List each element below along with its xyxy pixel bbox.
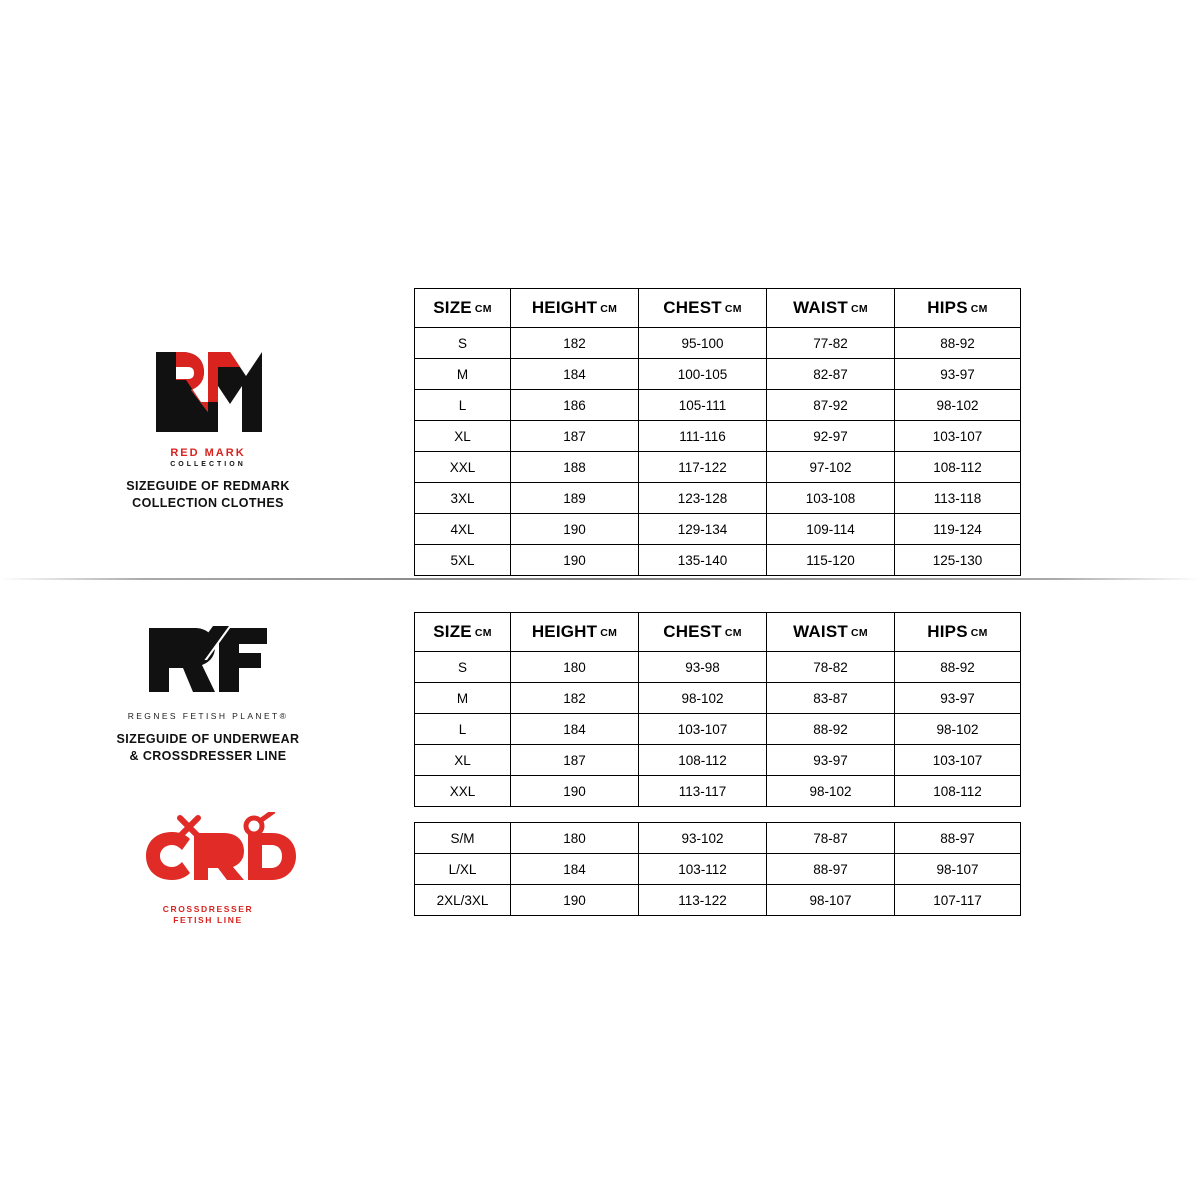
table-row <box>415 390 1021 421</box>
cell-height: 189 <box>511 483 639 514</box>
column-header-height: HEIGHT CM <box>511 613 639 652</box>
brand-block-crd <box>28 812 388 926</box>
table-header-row <box>415 613 1021 652</box>
cell-size: M <box>415 683 511 714</box>
cell-waist: 103-108 <box>767 483 895 514</box>
cell-hips: 98-107 <box>895 854 1021 885</box>
cell-chest: 117-122 <box>639 452 767 483</box>
rfp-wordmark: REGNES FETISH PLANET® <box>127 711 289 721</box>
cell-height: 184 <box>511 359 639 390</box>
redmark-subwordmark: COLLECTION <box>170 461 246 468</box>
brand-block-redmark <box>28 340 388 512</box>
column-header-size: SIZE CM <box>415 289 511 328</box>
rfp-monogram-icon <box>133 620 283 705</box>
crd-wordmark-line1: CROSSDRESSER <box>162 904 254 914</box>
cell-waist: 78-87 <box>767 823 895 854</box>
cell-chest: 93-102 <box>639 823 767 854</box>
redmark-caption-line2: COLLECTION CLOTHES <box>132 496 284 510</box>
table-row <box>415 683 1021 714</box>
cell-waist: 93-97 <box>767 745 895 776</box>
section-divider <box>0 578 1200 580</box>
table-row <box>415 854 1021 885</box>
cell-hips: 98-102 <box>895 714 1021 745</box>
crd-wordmark-line2: FETISH LINE <box>173 915 243 925</box>
cell-waist: 87-92 <box>767 390 895 421</box>
cell-size: 3XL <box>415 483 511 514</box>
table-row <box>415 452 1021 483</box>
cell-chest: 129-134 <box>639 514 767 545</box>
cell-waist: 77-82 <box>767 328 895 359</box>
cell-chest: 111-116 <box>639 421 767 452</box>
cell-size: M <box>415 359 511 390</box>
cell-chest: 108-112 <box>639 745 767 776</box>
column-header-hips: HIPS CM <box>895 289 1021 328</box>
cell-hips: 107-117 <box>895 885 1021 916</box>
cell-chest: 98-102 <box>639 683 767 714</box>
cell-hips: 108-112 <box>895 452 1021 483</box>
cell-hips: 103-107 <box>895 745 1021 776</box>
table-row <box>415 714 1021 745</box>
size-table-rfp <box>414 612 1021 807</box>
cell-hips: 113-118 <box>895 483 1021 514</box>
size-table-crd <box>414 822 1021 916</box>
column-header-size: SIZE CM <box>415 613 511 652</box>
cell-height: 187 <box>511 745 639 776</box>
column-header-waist: WAIST CM <box>767 613 895 652</box>
cell-hips: 88-92 <box>895 328 1021 359</box>
cell-height: 190 <box>511 545 639 576</box>
cell-size: S/M <box>415 823 511 854</box>
cell-waist: 98-107 <box>767 885 895 916</box>
cell-waist: 92-97 <box>767 421 895 452</box>
table-row <box>415 514 1021 545</box>
cell-waist: 115-120 <box>767 545 895 576</box>
table-row <box>415 545 1021 576</box>
cell-size: XXL <box>415 776 511 807</box>
cell-chest: 105-111 <box>639 390 767 421</box>
cell-height: 184 <box>511 714 639 745</box>
rfp-caption-line2: & CROSSDRESSER LINE <box>129 749 287 763</box>
column-header-hips: HIPS CM <box>895 613 1021 652</box>
cell-size: XL <box>415 421 511 452</box>
cell-waist: 98-102 <box>767 776 895 807</box>
cell-chest: 113-122 <box>639 885 767 916</box>
cell-size: XL <box>415 745 511 776</box>
cell-size: L <box>415 390 511 421</box>
cell-hips: 88-97 <box>895 823 1021 854</box>
cell-waist: 83-87 <box>767 683 895 714</box>
cell-height: 188 <box>511 452 639 483</box>
table-row <box>415 885 1021 916</box>
cell-hips: 93-97 <box>895 683 1021 714</box>
cell-chest: 135-140 <box>639 545 767 576</box>
table-row <box>415 652 1021 683</box>
table-row <box>415 823 1021 854</box>
crd-monogram-icon <box>128 812 288 903</box>
column-header-chest: CHEST CM <box>639 613 767 652</box>
cell-waist: 82-87 <box>767 359 895 390</box>
brand-block-rfp <box>28 620 388 765</box>
cell-height: 187 <box>511 421 639 452</box>
cell-chest: 103-107 <box>639 714 767 745</box>
cell-size: L/XL <box>415 854 511 885</box>
cell-waist: 97-102 <box>767 452 895 483</box>
table-row <box>415 359 1021 390</box>
table-row <box>415 776 1021 807</box>
cell-size: S <box>415 652 511 683</box>
cell-hips: 103-107 <box>895 421 1021 452</box>
cell-chest: 100-105 <box>639 359 767 390</box>
redmark-caption-line1: SIZEGUIDE OF REDMARK <box>126 479 290 493</box>
cell-size: 5XL <box>415 545 511 576</box>
cell-height: 190 <box>511 885 639 916</box>
cell-height: 182 <box>511 683 639 714</box>
column-header-chest: CHEST CM <box>639 289 767 328</box>
cell-hips: 108-112 <box>895 776 1021 807</box>
table-row <box>415 483 1021 514</box>
cell-waist: 88-97 <box>767 854 895 885</box>
cell-waist: 109-114 <box>767 514 895 545</box>
cell-hips: 119-124 <box>895 514 1021 545</box>
cell-chest: 95-100 <box>639 328 767 359</box>
cell-hips: 88-92 <box>895 652 1021 683</box>
cell-size: XXL <box>415 452 511 483</box>
redmark-monogram-icon <box>133 340 283 445</box>
cell-height: 180 <box>511 823 639 854</box>
cell-chest: 93-98 <box>639 652 767 683</box>
cell-height: 190 <box>511 514 639 545</box>
cell-height: 190 <box>511 776 639 807</box>
table-row <box>415 328 1021 359</box>
cell-size: S <box>415 328 511 359</box>
cell-hips: 98-102 <box>895 390 1021 421</box>
size-table-redmark <box>414 288 1021 576</box>
cell-height: 180 <box>511 652 639 683</box>
column-header-height: HEIGHT CM <box>511 289 639 328</box>
cell-hips: 93-97 <box>895 359 1021 390</box>
cell-height: 184 <box>511 854 639 885</box>
cell-hips: 125-130 <box>895 545 1021 576</box>
rfp-caption-line1: SIZEGUIDE OF UNDERWEAR <box>116 732 300 746</box>
table-row <box>415 421 1021 452</box>
table-header-row <box>415 289 1021 328</box>
cell-height: 186 <box>511 390 639 421</box>
cell-waist: 88-92 <box>767 714 895 745</box>
cell-height: 182 <box>511 328 639 359</box>
cell-chest: 113-117 <box>639 776 767 807</box>
table-row <box>415 745 1021 776</box>
cell-waist: 78-82 <box>767 652 895 683</box>
cell-size: L <box>415 714 511 745</box>
redmark-wordmark: RED MARK <box>170 447 246 459</box>
column-header-waist: WAIST CM <box>767 289 895 328</box>
cell-size: 2XL/3XL <box>415 885 511 916</box>
cell-size: 4XL <box>415 514 511 545</box>
cell-chest: 103-112 <box>639 854 767 885</box>
cell-chest: 123-128 <box>639 483 767 514</box>
